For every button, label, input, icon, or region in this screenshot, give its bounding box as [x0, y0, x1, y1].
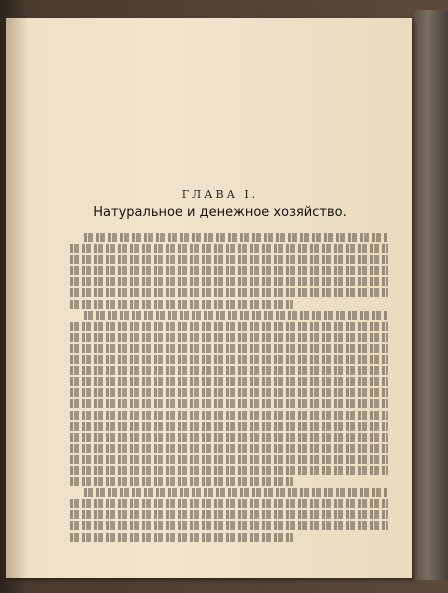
text-line-placeholder: [70, 288, 388, 297]
text-line-placeholder: [70, 344, 388, 353]
text-line-placeholder: [84, 311, 388, 320]
text-line-placeholder: [70, 510, 388, 519]
text-line-placeholder: [70, 433, 388, 442]
paragraph: [70, 488, 388, 541]
text-line-placeholder: [70, 533, 293, 542]
page-gutter: [6, 18, 28, 578]
text-line-placeholder: [70, 521, 388, 530]
body-text: [70, 233, 388, 543]
text-line-placeholder: [70, 444, 388, 453]
paragraph: [70, 311, 388, 486]
text-line-placeholder: [70, 244, 388, 253]
text-line-placeholder: [70, 411, 388, 420]
text-line-placeholder: [70, 333, 388, 342]
text-line-placeholder: [70, 422, 388, 431]
text-line-placeholder: [70, 300, 293, 309]
text-line-placeholder: [70, 366, 388, 375]
text-line-placeholder: [70, 277, 388, 286]
text-line-placeholder: [84, 488, 388, 497]
text-line-placeholder: [70, 377, 388, 386]
book-edge: [414, 10, 448, 580]
text-line-placeholder: [70, 399, 388, 408]
chapter-heading: ГЛАВА I.: [181, 188, 259, 201]
text-line-placeholder: [70, 499, 388, 508]
text-line-placeholder: [70, 455, 388, 464]
text-line-placeholder: [70, 466, 388, 475]
chapter-title: Натуральное и денежное хозяйство.: [93, 205, 347, 220]
paragraph: [70, 233, 388, 309]
text-line-placeholder: [70, 355, 388, 364]
text-line-placeholder: [70, 322, 388, 331]
text-line-placeholder: [84, 233, 388, 242]
text-line-placeholder: [70, 388, 388, 397]
text-line-placeholder: [70, 266, 388, 275]
text-line-placeholder: [70, 477, 293, 486]
text-line-placeholder: [70, 255, 388, 264]
